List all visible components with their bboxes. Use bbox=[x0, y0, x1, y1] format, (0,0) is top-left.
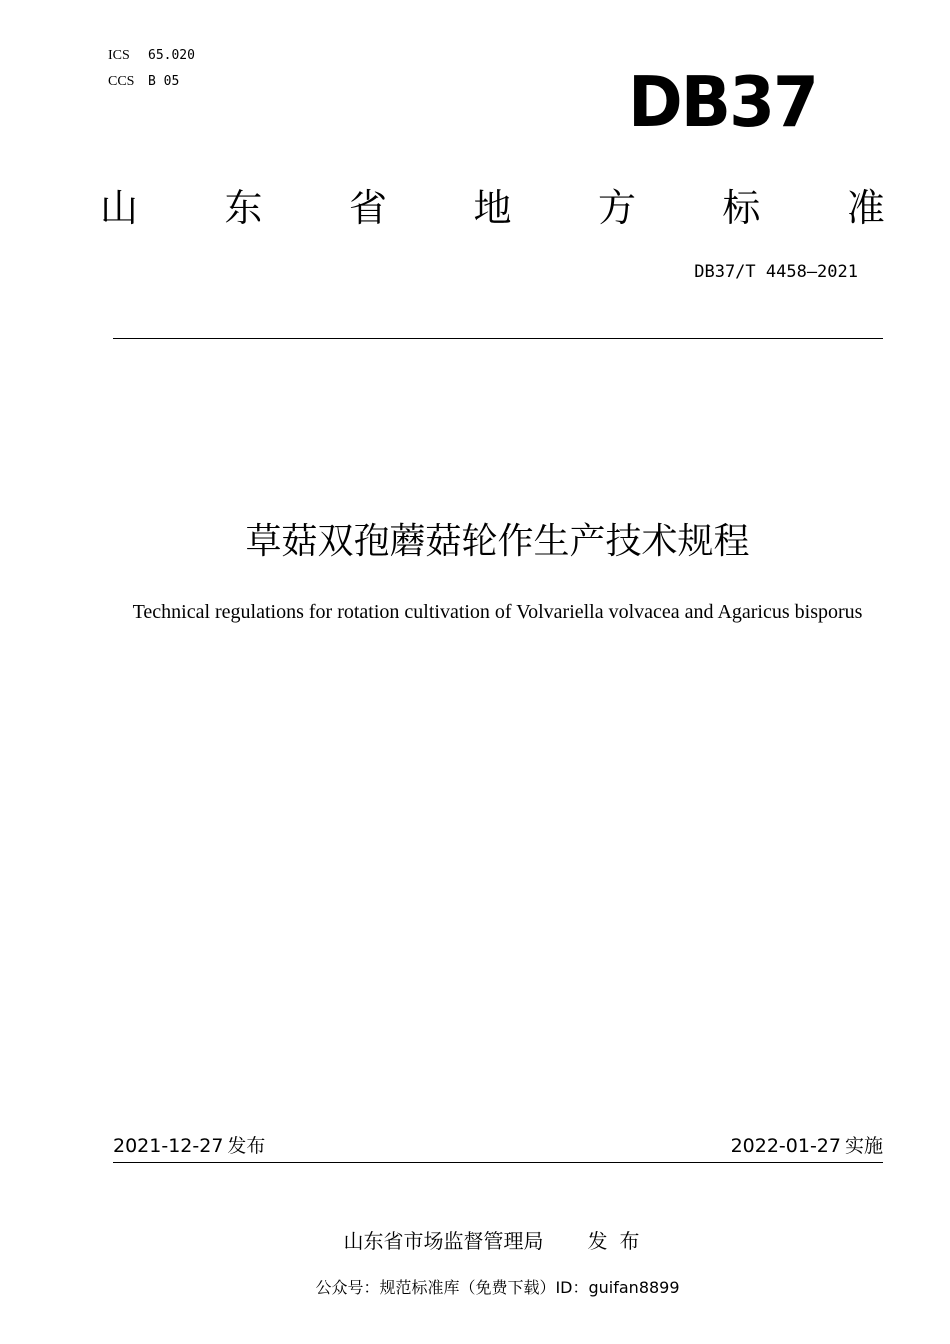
implementation-date bbox=[731, 1133, 883, 1159]
standard-type-char: 方 bbox=[597, 186, 636, 230]
ics-code: 65.020 bbox=[148, 48, 195, 63]
standard-number: DB37/T 4458—2021 bbox=[694, 262, 858, 282]
publisher bbox=[100, 1227, 895, 1255]
issue-date-label: 发布 bbox=[227, 1135, 266, 1157]
publisher-name: 山东省市场监督管理局 bbox=[343, 1229, 544, 1253]
ccs-label: CCS bbox=[108, 74, 135, 89]
standard-type-char: 地 bbox=[473, 186, 512, 230]
ics-label: ICS bbox=[108, 48, 130, 63]
standard-type-char: 山 bbox=[100, 186, 139, 230]
db37-logo: DB37 bbox=[628, 62, 817, 143]
standard-type-char: 省 bbox=[348, 186, 387, 230]
bottom-divider bbox=[113, 1162, 883, 1163]
standard-type-char: 标 bbox=[722, 186, 761, 230]
ics-classification bbox=[108, 46, 195, 65]
issue-date bbox=[113, 1133, 265, 1159]
publisher-action: 发布 bbox=[587, 1229, 652, 1253]
standard-type-char: 准 bbox=[846, 186, 885, 230]
implementation-date-label: 实施 bbox=[844, 1135, 883, 1157]
issue-date-value: 2021-12-27 bbox=[113, 1135, 224, 1157]
footer-note: 公众号：规范标准库（免费下载）ID：guifan8899 bbox=[315, 1278, 680, 1297]
standard-type-char: 东 bbox=[224, 186, 263, 230]
document-title-en: Technical regulations for rotation cultivation of Volvariella volvacea and Agaricus bisporus bbox=[132, 601, 863, 623]
ccs-code: B 05 bbox=[148, 74, 180, 89]
document-title-cn: 草菇双孢蘑菇轮作生产技术规程 bbox=[245, 521, 750, 562]
ccs-classification bbox=[108, 72, 179, 91]
implementation-date-value: 2022-01-27 bbox=[730, 1135, 841, 1157]
standard-type-title bbox=[100, 182, 885, 234]
top-divider bbox=[113, 338, 883, 339]
